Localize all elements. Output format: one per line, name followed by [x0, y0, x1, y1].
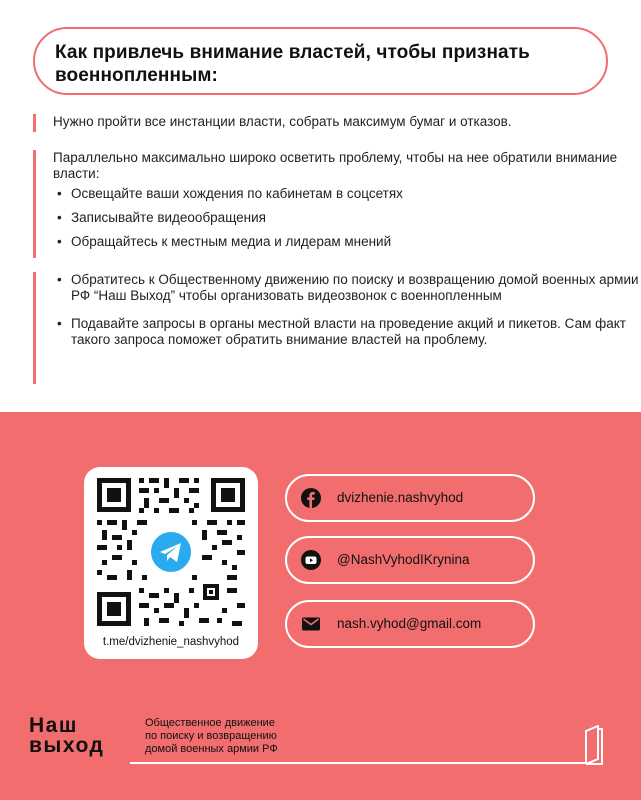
parallel-text: Параллельно максимально широко осветить проблему, чтобы на нее обратили внимание власти:: [53, 150, 618, 181]
list-item: • Подавайте запросы в органы местной власти на проведение акций и пикетов. Сам факт такого запроса поможет обратить внимание властей на проблему.: [57, 316, 626, 347]
mail-icon: [301, 614, 321, 634]
email-link[interactable]: [285, 600, 535, 648]
page-title: Как привлечь внимание властей, чтобы признать военнопленным:: [55, 42, 530, 86]
telegram-link[interactable]: t.me/dvizhenie_nashvyhod: [102, 636, 240, 648]
youtube-icon: [301, 550, 321, 570]
logo-line-2: выход: [29, 734, 105, 757]
email-address: nash.vyhod@gmail.com: [337, 616, 482, 631]
divider-line: [130, 762, 585, 764]
logo: [29, 716, 104, 756]
bullet-icon: •: [57, 210, 62, 225]
extra-bullets: [53, 272, 641, 348]
logo-line-1: Наш: [29, 714, 78, 737]
telegram-icon: [147, 528, 195, 576]
parallel-bullets: [53, 186, 641, 250]
intro-text: Нужно пройти все инстанции власти, собрать максимум бумаг и отказов.: [53, 114, 512, 129]
org-description: Общественное движение по поиску и возвращению домой военных армии РФ: [145, 717, 278, 755]
list-item: • Обращайтесь к местным медиа и лидерам мнений: [57, 234, 392, 249]
intro-block: [33, 114, 512, 132]
bullet-icon: •: [57, 316, 62, 331]
door-logo-icon: [584, 725, 604, 765]
contacts-section: [0, 412, 641, 800]
extra-block: [33, 272, 641, 384]
parallel-block: [33, 150, 641, 258]
bullet-icon: •: [57, 272, 62, 287]
facebook-icon: [301, 488, 321, 508]
bullet-icon: •: [57, 186, 62, 201]
youtube-link[interactable]: [285, 536, 535, 584]
facebook-link[interactable]: [285, 474, 535, 522]
facebook-handle: dvizhenie.nashvyhod: [337, 490, 464, 505]
bullet-icon: •: [57, 234, 62, 249]
list-item: • Освещайте ваши хождения по кабинетам в соцсетях: [57, 186, 403, 201]
youtube-handle: @NashVyhodIKrynina: [337, 552, 470, 567]
list-item: • Обратитесь к Общественному движению по поиску и возвращению домой военных армии РФ “Наш Выход” чтобы организовать видеозвонок с военнопленным: [57, 272, 639, 303]
qr-card[interactable]: [84, 467, 258, 659]
list-item: • Записывайте видеообращения: [57, 210, 266, 225]
title-box: [33, 27, 608, 95]
